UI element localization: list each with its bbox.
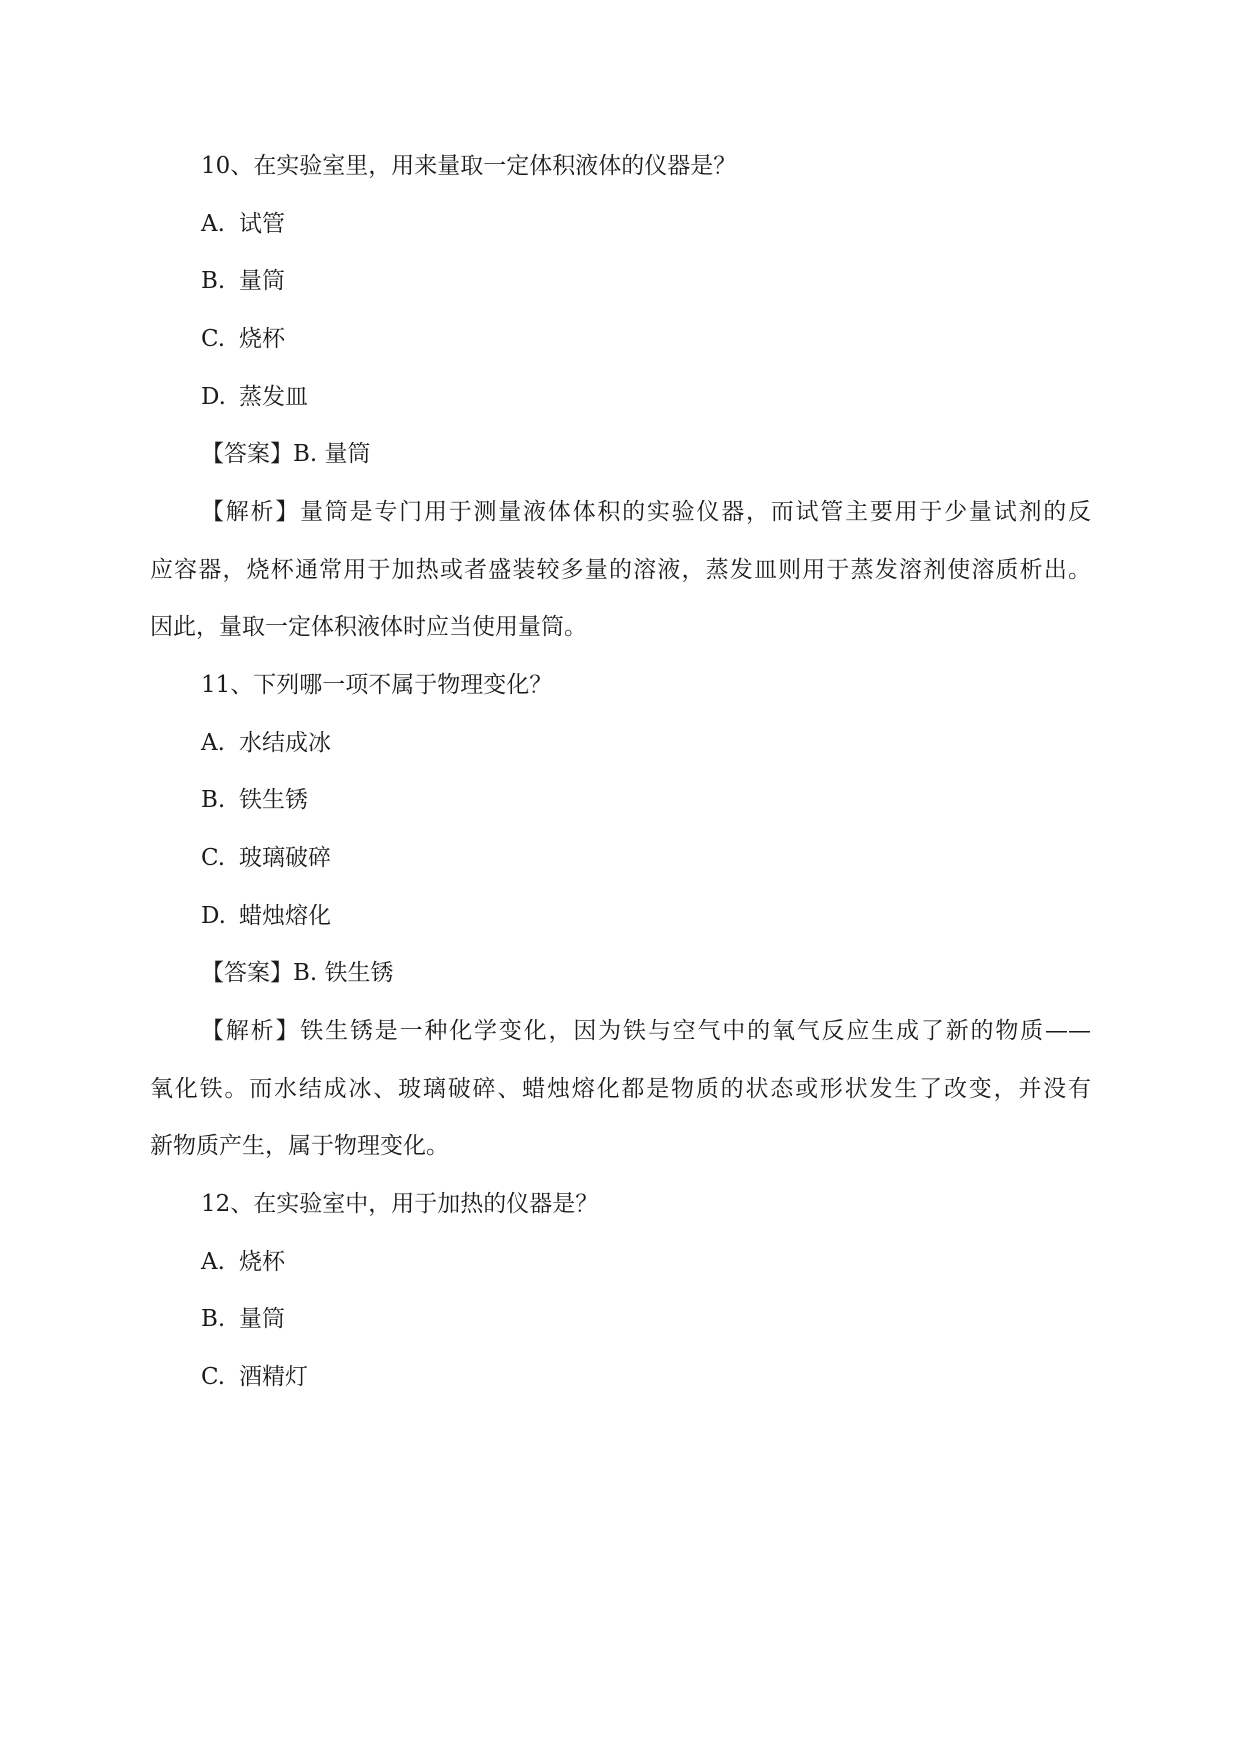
option-item	[201, 209, 285, 239]
answer-value: B. 量筒	[293, 441, 371, 467]
explanation-line: 氧化铁。而水结成冰、玻璃破碎、蜡烛熔化都是物质的状态或形状发生了改变，并没有	[150, 1076, 1091, 1102]
option-item	[201, 785, 308, 815]
option-letter: C.	[201, 845, 226, 871]
option-text: 蒸发皿	[239, 384, 308, 410]
explanation-line: 因此，量取一定体积液体时应当使用量筒。	[150, 614, 587, 640]
question-text: 10、在实验室里，用来量取一定体积液体的仪器是？	[201, 153, 737, 179]
option-item	[201, 728, 331, 758]
explanation-label: 【解析】	[201, 1018, 301, 1044]
answer-label: 【答案】	[201, 960, 293, 986]
option-text: 量筒	[239, 1306, 285, 1332]
option-item	[201, 324, 285, 354]
option-letter: A.	[201, 1249, 225, 1275]
question-text: 12、在实验室中，用于加热的仪器是？	[201, 1191, 599, 1217]
option-text: 试管	[239, 211, 285, 237]
option-text: 烧杯	[239, 326, 285, 352]
option-letter: D.	[201, 384, 226, 410]
option-text: 烧杯	[239, 1249, 285, 1275]
option-item	[201, 266, 285, 296]
answer-line	[201, 439, 371, 469]
question-text: 11、下列哪一项不属于物理变化？	[201, 672, 553, 698]
answer-line	[201, 958, 394, 988]
option-letter: A.	[201, 730, 225, 756]
answer-value: B. 铁生锈	[293, 960, 394, 986]
option-text: 酒精灯	[239, 1364, 308, 1390]
option-letter: D.	[201, 903, 226, 929]
explanation-line: 新物质产生，属于物理变化。	[150, 1133, 449, 1159]
option-item	[201, 1247, 285, 1277]
explanation-line	[201, 497, 1091, 527]
option-letter: B.	[201, 1306, 226, 1332]
option-text: 玻璃破碎	[239, 845, 331, 871]
option-letter: C.	[201, 1364, 226, 1390]
explanation-text: 量筒是专门用于测量液体体积的实验仪器，而试管主要用于少量试剂的反	[300, 499, 1092, 525]
option-text: 铁生锈	[239, 787, 308, 813]
option-letter: B.	[201, 268, 226, 294]
option-letter: B.	[201, 787, 226, 813]
explanation-label: 【解析】	[201, 499, 301, 525]
option-item	[201, 843, 331, 873]
option-text: 水结成冰	[239, 730, 331, 756]
option-letter: A.	[201, 211, 225, 237]
explanation-text: 铁生锈是一种化学变化，因为铁与空气中的氧气反应生成了新的物质——	[300, 1018, 1092, 1044]
option-item	[201, 1304, 285, 1334]
option-item	[201, 1362, 308, 1392]
option-text: 蜡烛熔化	[239, 903, 331, 929]
option-item	[201, 901, 331, 931]
explanation-line	[201, 1016, 1091, 1046]
option-text: 量筒	[239, 268, 285, 294]
option-item	[201, 382, 308, 412]
option-letter: C.	[201, 326, 226, 352]
explanation-line: 应容器，烧杯通常用于加热或者盛装较多量的溶液，蒸发皿则用于蒸发溶剂使溶质析出。	[150, 557, 1091, 583]
answer-label: 【答案】	[201, 441, 293, 467]
